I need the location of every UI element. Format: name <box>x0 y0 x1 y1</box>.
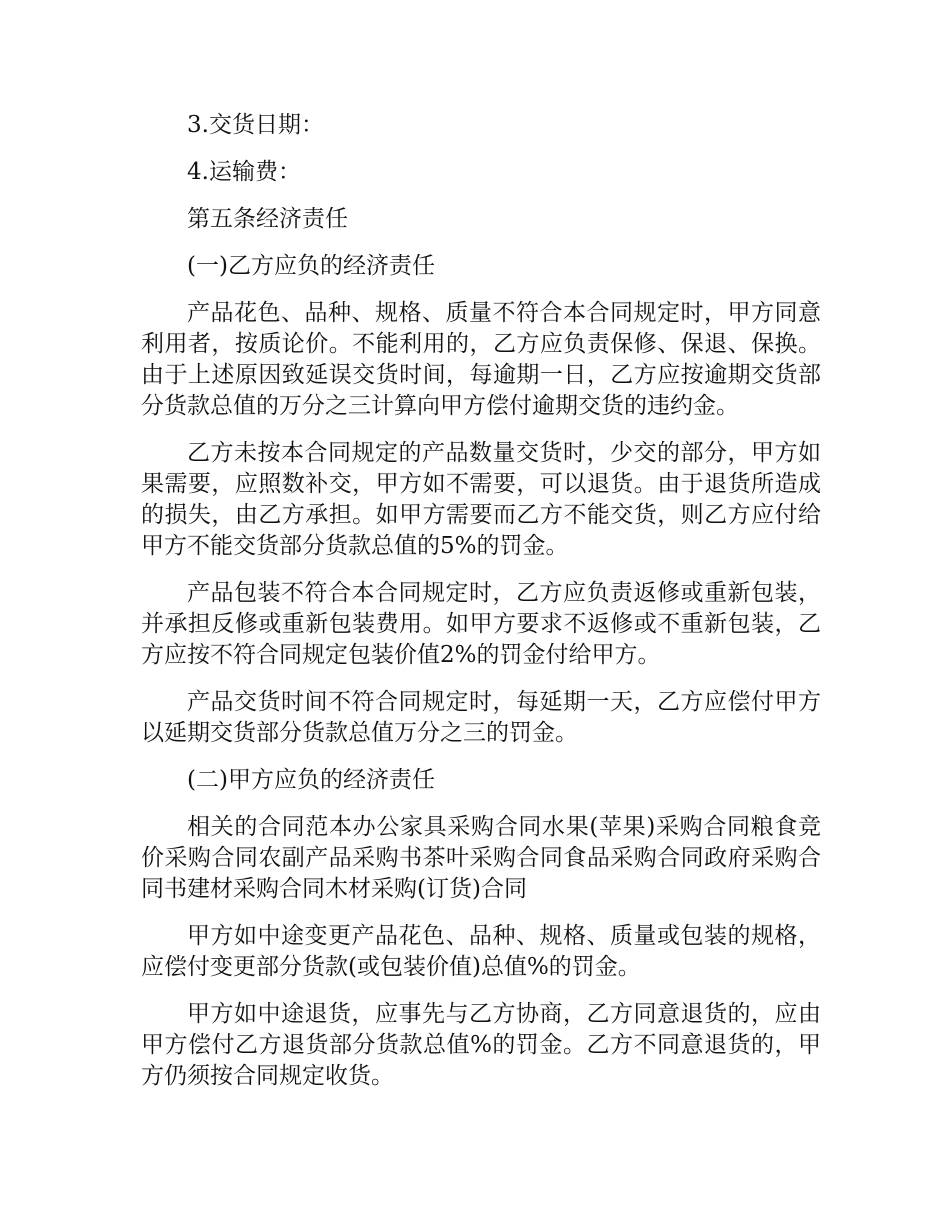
paragraph-quality-liability: 产品花色、品种、规格、质量不符合本合同规定时，甲方同意利用者，按质论价。不能利用的，乙方应负责保修、保退、保换。由于上述原因致延误交货时间，每逾期一日，乙方应按逾期交货部分货款总值的万分之三计算向甲方偿付逾期交货的违约金。 <box>141 300 821 419</box>
section-heading-article-5: 第五条经济责任 <box>187 206 348 232</box>
paragraph-return-penalty: 甲方如中途退货，应事先与乙方协商，乙方同意退货的，应由甲方偿付乙方退货部分货款总值%的罚金。乙方不同意退货的，甲方仍须按合同规定收货。 <box>141 1001 821 1089</box>
paragraph-packaging-liability: 产品包装不符合本合同规定时，乙方应负责返修或重新包装，并承担反修或重新包装费用。如甲方要求不返修或不重新包装，乙方应按不符合同规定包装价值2%的罚金付给甲方。 <box>141 580 821 668</box>
paragraph-change-penalty: 甲方如中途变更产品花色、品种、规格、质量或包装的规格，应偿付变更部分货款(或包装价值)总值%的罚金。 <box>141 923 821 980</box>
paragraph-transport-fee: 4.运输费： <box>187 159 301 185</box>
subsection-heading-party-b: (一)乙方应负的经济责任 <box>187 253 435 279</box>
paragraph-related-templates: 相关的合同范本办公家具采购合同水果(苹果)采购合同粮食竞价采购合同农副产品采购书茶叶采购合同食品采购合同政府采购合同书建材采购合同木材采购(订货)合同 <box>141 814 821 902</box>
paragraph-delivery-date: 3.交货日期： <box>187 112 324 138</box>
paragraph-quantity-liability: 乙方未按本合同规定的产品数量交货时，少交的部分，甲方如果需要，应照数补交，甲方如不需要，可以退货。由于退货所造成的损失，由乙方承担。如甲方需要而乙方不能交货，则乙方应付给甲方不能交货部分货款总值的5%的罚金。 <box>141 440 821 559</box>
subsection-heading-party-a: (二)甲方应负的经济责任 <box>187 767 435 793</box>
paragraph-delay-liability: 产品交货时间不符合同规定时，每延期一天，乙方应偿付甲方以延期交货部分货款总值万分之三的罚金。 <box>141 689 821 746</box>
document-body <box>141 110 821 1108</box>
